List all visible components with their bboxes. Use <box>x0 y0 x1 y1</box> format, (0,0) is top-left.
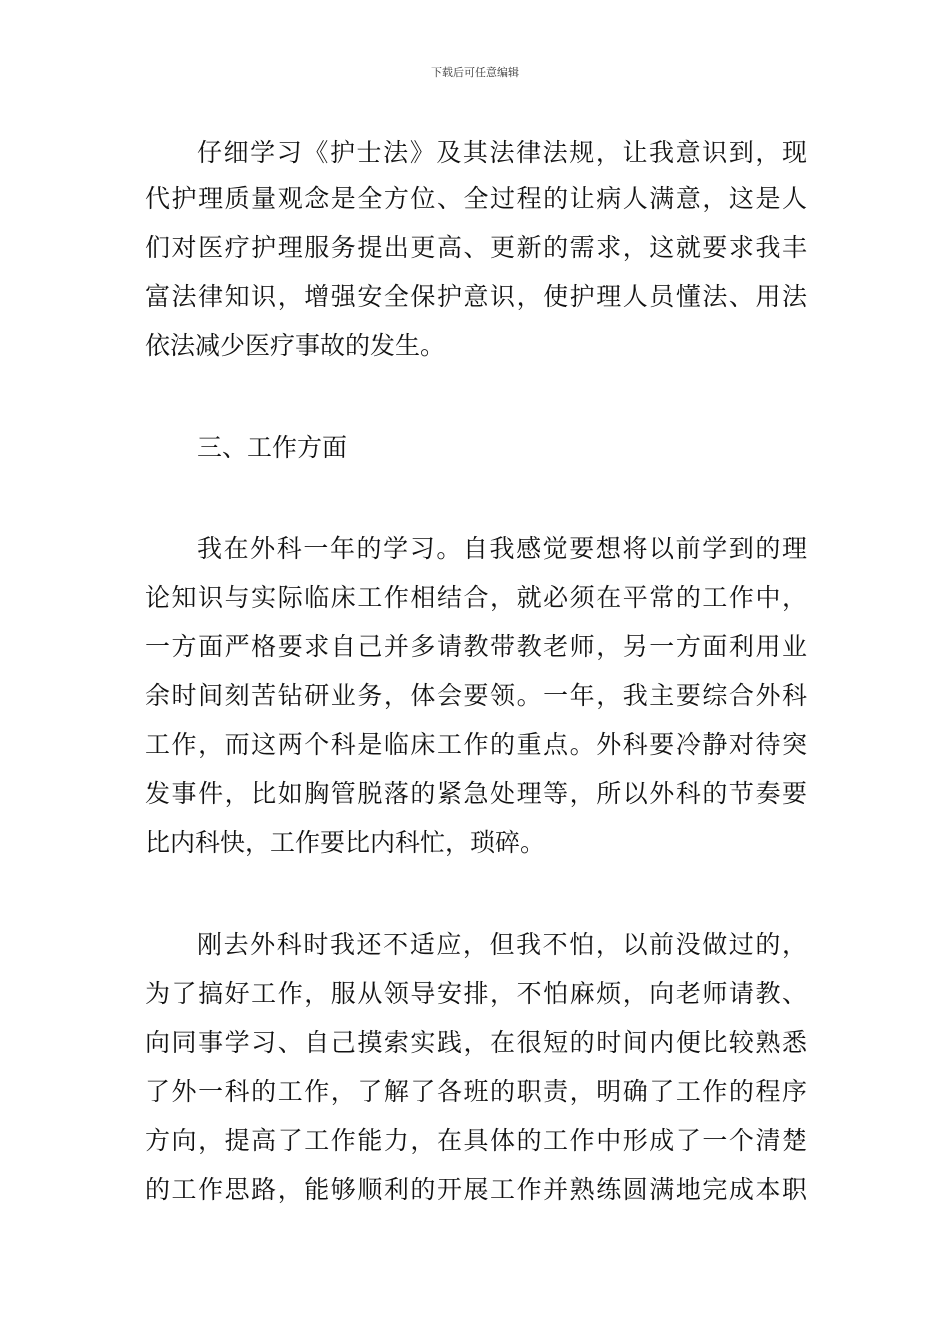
section-heading: 三、工作方面 <box>197 433 348 462</box>
paragraph-2-line-1: 我在外科一年的学习。自我感觉要想将以前学到的理 <box>197 534 807 563</box>
paragraph-2-line-2: 论知识与实际临床工作相结合，就必须在平常的工作中， <box>145 583 807 612</box>
paragraph-3-line-5: 方向，提高了工作能力，在具体的工作中形成了一个清楚 <box>145 1126 807 1155</box>
paragraph-3-line-2: 为了搞好工作，服从领导安排，不怕麻烦，向老师请教、 <box>145 979 807 1008</box>
paragraph-3-line-3: 向同事学习、自己摸索实践，在很短的时间内便比较熟悉 <box>145 1028 807 1057</box>
header-note: 下载后可任意编辑 <box>431 66 519 79</box>
paragraph-2-line-6: 发事件，比如胸管脱落的紧急处理等，所以外科的节奏要 <box>145 779 807 808</box>
paragraph-3-line-6: 的工作思路，能够顺利的开展工作并熟练圆满地完成本职 <box>145 1175 807 1204</box>
paragraph-2-line-5: 工作，而这两个科是临床工作的重点。外科要冷静对待突 <box>145 730 807 759</box>
paragraph-2-line-7: 比内科快，工作要比内科忙，琐碎。 <box>145 828 546 857</box>
paragraph-1-line-3: 们对医疗护理服务提出更高、更新的需求，这就要求我丰 <box>145 233 807 262</box>
paragraph-1-line-2: 代护理质量观念是全方位、全过程的让病人满意，这是人 <box>145 184 807 213</box>
paragraph-1-line-1: 仔细学习《护士法》及其法律法规，让我意识到，现 <box>197 138 807 167</box>
paragraph-2-line-3: 一方面严格要求自己并多请教带教老师，另一方面利用业 <box>145 632 807 661</box>
paragraph-2-line-4: 余时间刻苦钻研业务，体会要领。一年，我主要综合外科 <box>145 681 807 710</box>
paragraph-3-line-4: 了外一科的工作，了解了各班的职责，明确了工作的程序 <box>145 1077 807 1106</box>
paragraph-1-line-5: 依法减少医疗事故的发生。 <box>145 331 446 360</box>
paragraph-3-line-1: 刚去外科时我还不适应，但我不怕，以前没做过的， <box>197 930 807 959</box>
paragraph-1-line-4: 富法律知识，增强安全保护意识，使护理人员懂法、用法 <box>145 282 807 311</box>
